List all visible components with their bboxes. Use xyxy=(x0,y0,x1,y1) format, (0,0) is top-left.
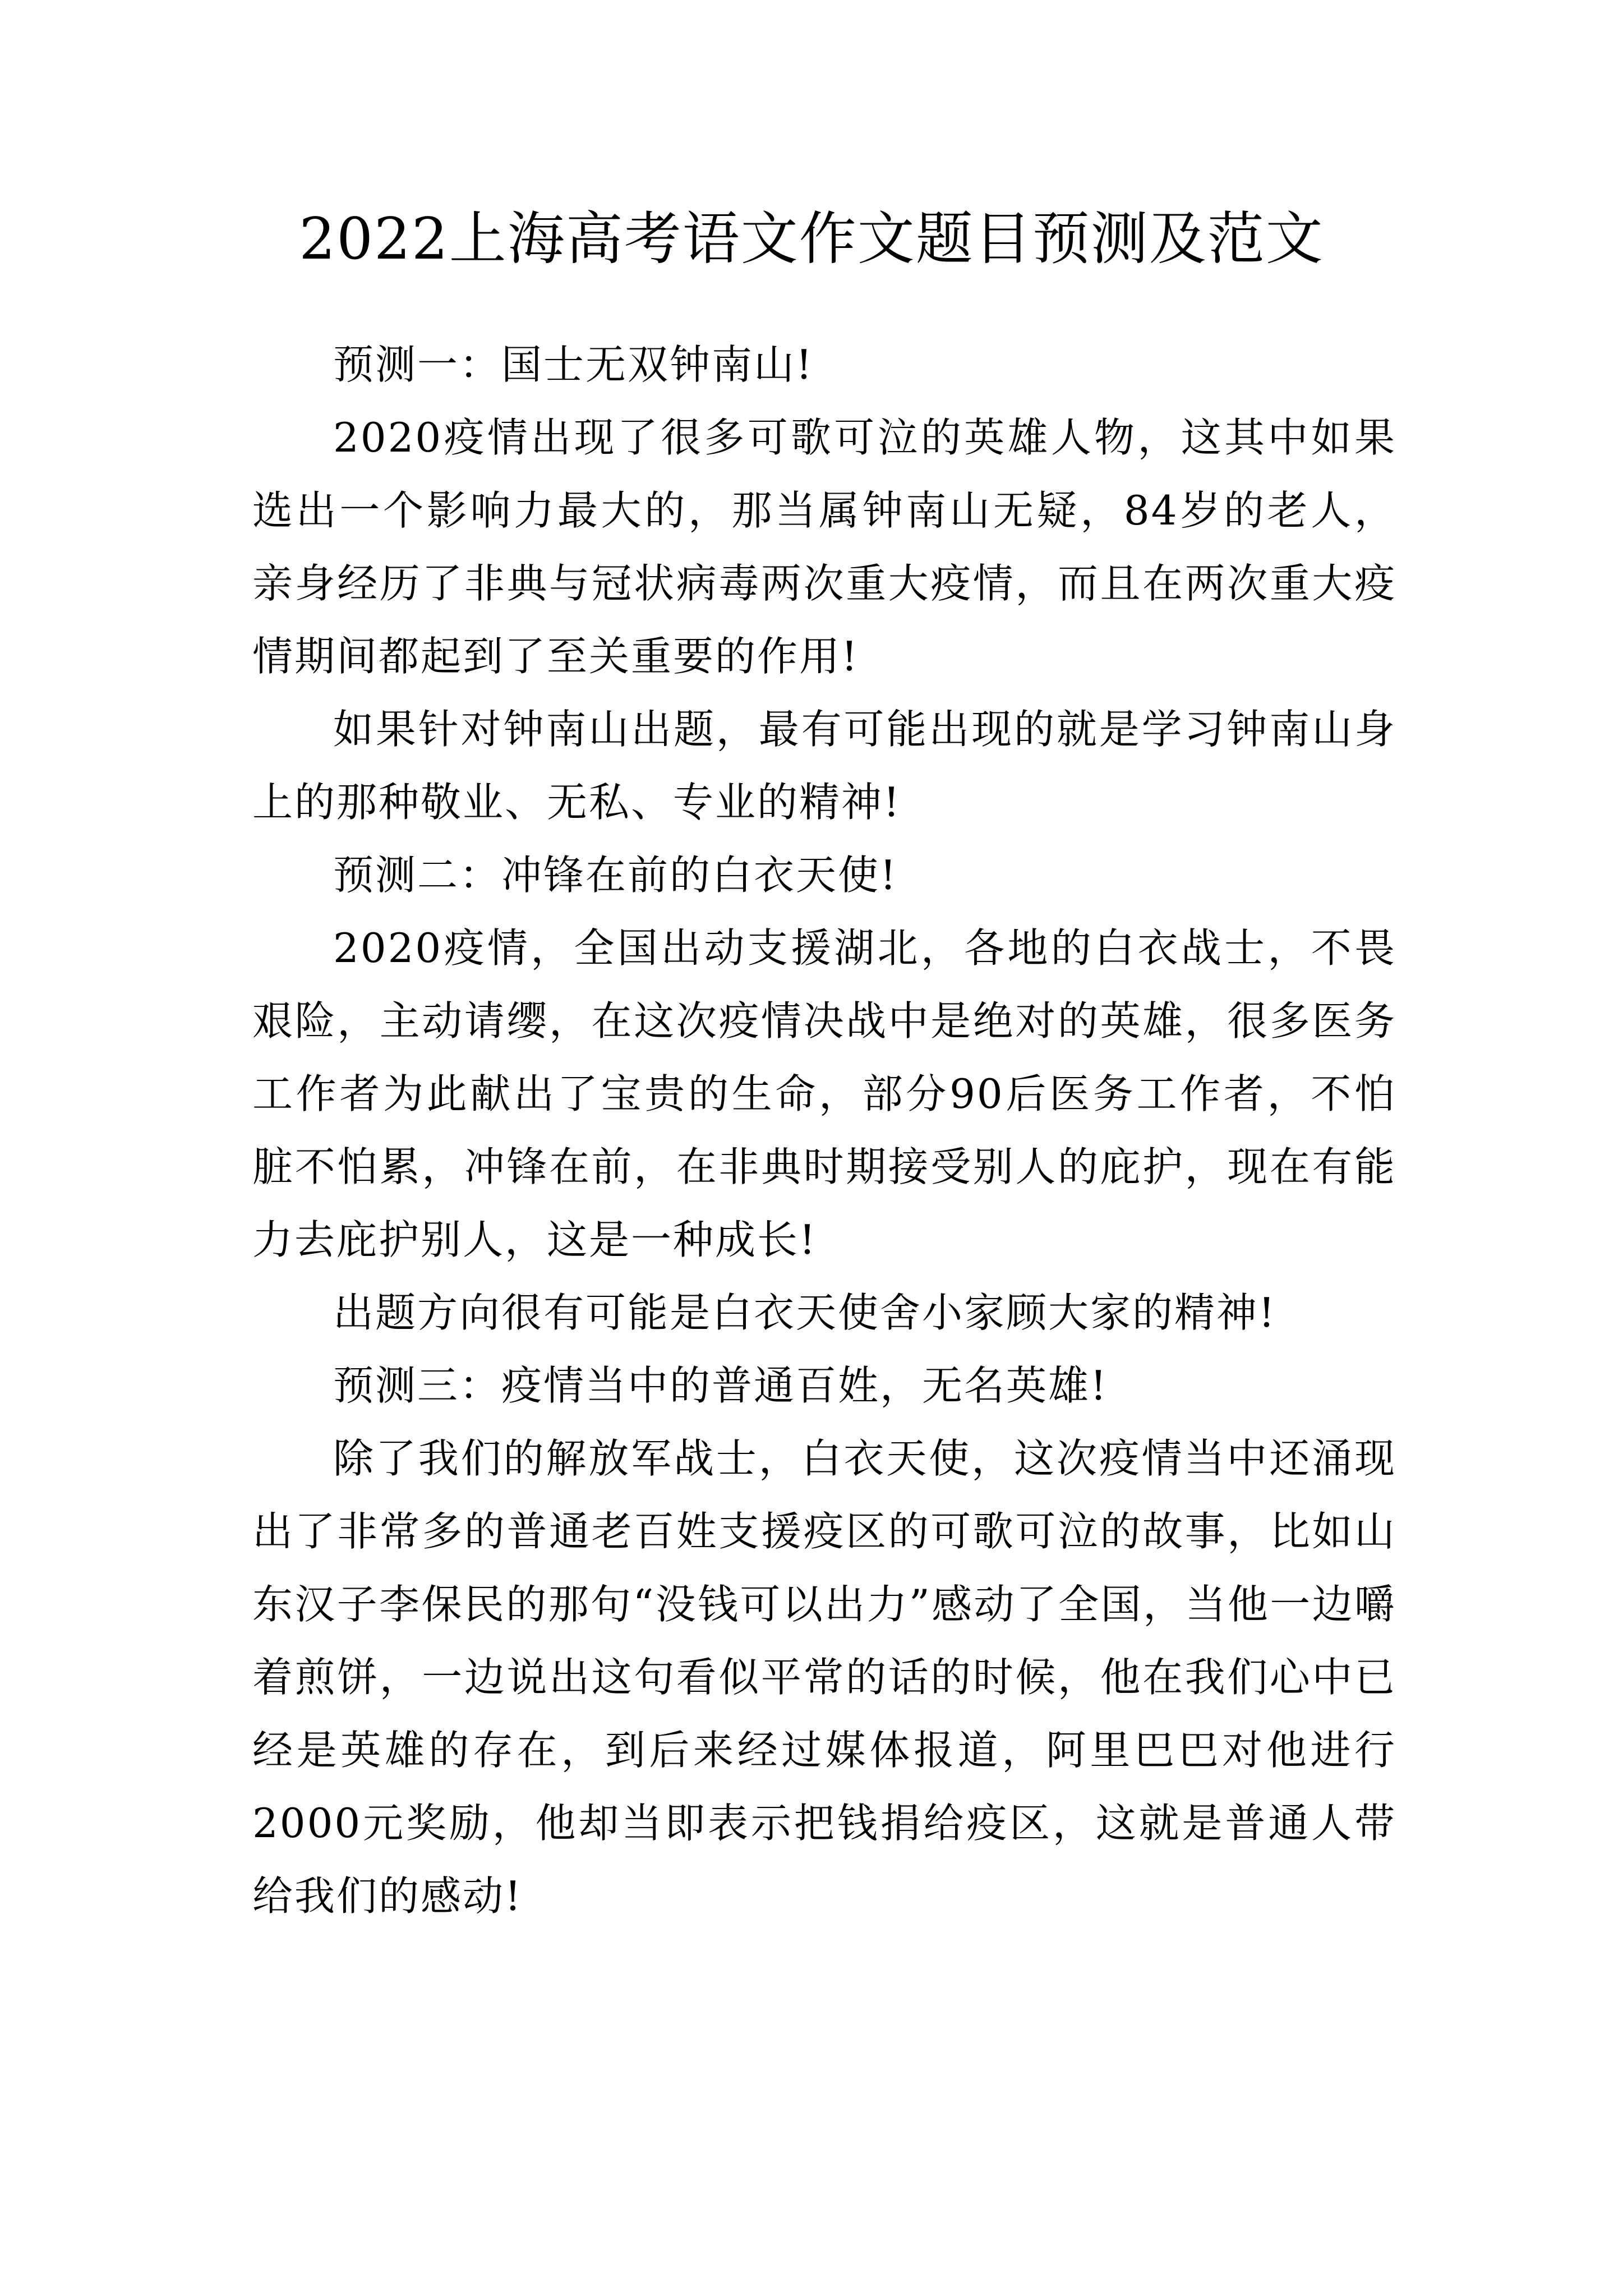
paragraph-prediction-1-heading: 预测一：国士无双钟南山! xyxy=(333,341,814,388)
document-body xyxy=(252,328,1396,1932)
paragraph-medical-workers: 2020疫情，全国出动支援湖北，各地的白衣战士，不畏艰险，主动请缨，在这次疫情决战中是绝对的英雄，很多医务工作者为此献出了宝贵的生命，部分90后医务工作者，不怕脏不怕累，冲锋在前，在非典时期接受别人的庇护，现在有能力去庇护别人，这是一种成长! xyxy=(252,924,1396,1263)
paragraph-prediction-2-heading: 预测二：冲锋在前的白衣天使! xyxy=(333,852,898,899)
paragraph-ordinary-heroes: 除了我们的解放军战士，白衣天使，这次疫情当中还涌现出了非常多的普通老百姓支援疫区的可歌可泣的故事，比如山东汉子李保民的那句“没钱可以出力”感动了全国，当他一边嚼着煎饼，一边说出这句看似平常的话的时候，他在我们心中已经是英雄的存在，到后来经过媒体报道，阿里巴巴对他进行2000元奖励，他却当即表示把钱捐给疫区，这就是普通人带给我们的感动! xyxy=(252,1435,1396,1920)
document-title: 2022上海高考语文作文题目预测及范文 xyxy=(299,206,1324,273)
paragraph-zhong-nanshan: 2020疫情出现了很多可歌可泣的英雄人物，这其中如果选出一个影响力最大的，那当属钟南山无疑，84岁的老人，亲身经历了非典与冠状病毒两次重大疫情，而且在两次重大疫情期间都起到了至关重要的作用! xyxy=(252,414,1396,680)
paragraph-medical-workers-topic: 出题方向很有可能是白衣天使舍小家顾大家的精神! xyxy=(333,1289,1276,1336)
paragraph-zhong-nanshan-topic: 如果针对钟南山出题，最有可能出现的就是学习钟南山身上的那种敬业、无私、专业的精神! xyxy=(252,706,1396,826)
paragraph-prediction-3-heading: 预测三：疫情当中的普通百姓，无名英雄! xyxy=(333,1362,1108,1409)
